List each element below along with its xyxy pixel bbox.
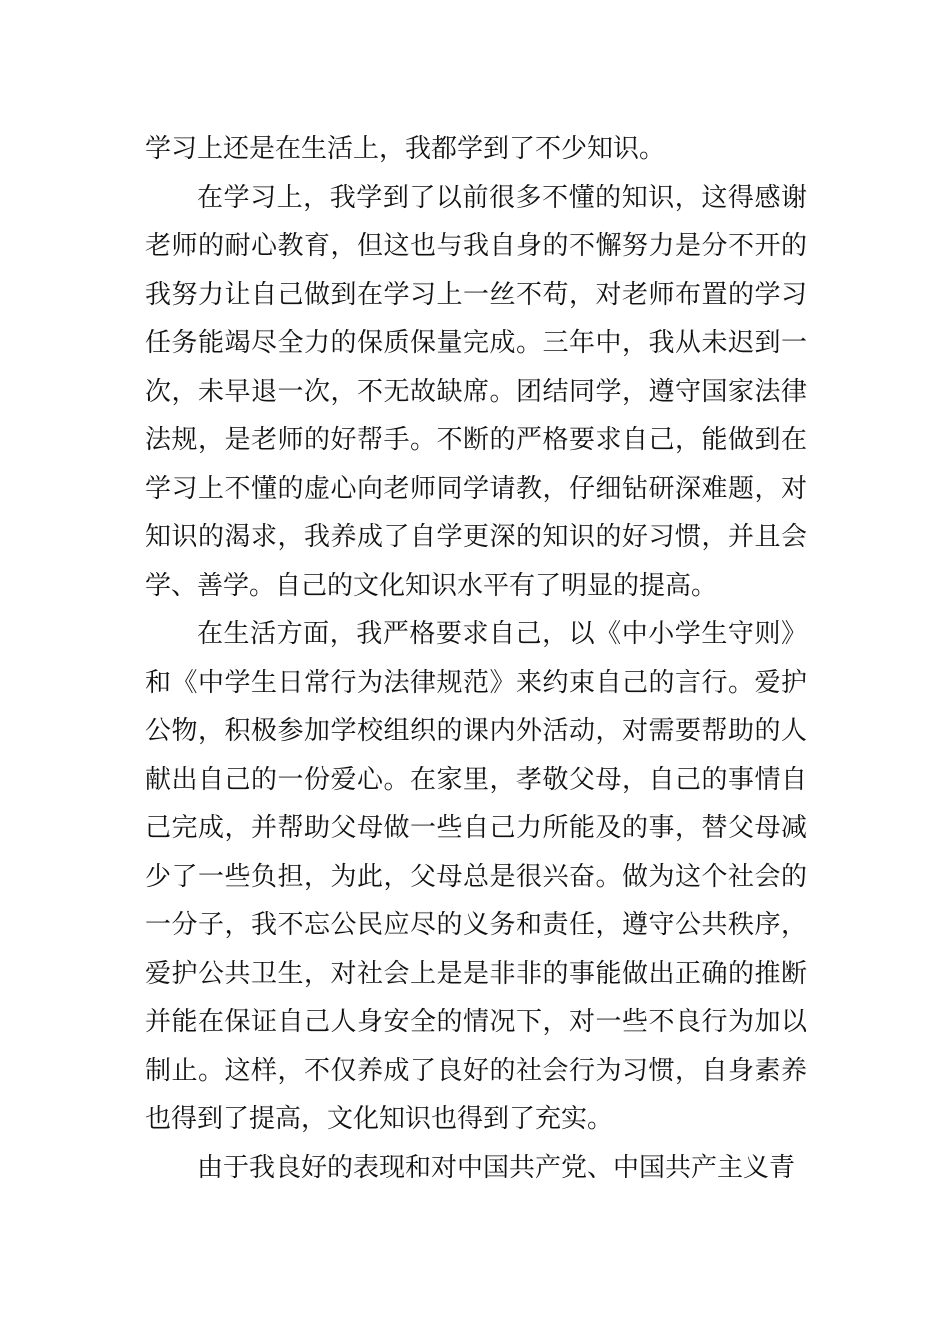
paragraph-study: 在学习上，我学到了以前很多不懂的知识，这得感谢老师的耐心教育，但这也与我自身的不懈努力是分不开的我努力让自己做到在学习上一丝不苟，对老师布置的学习任务能竭尽全力的保质保量完成。三年中，我从未迟到一次，未早退一次，不无故缺席。团结同学，遵守国家法律法规，是老师的好帮手。不断的严格要求自己，能做到在学习上不懂的虚心向老师同学请教，仔细钻研深难题，对知识的渴求，我养成了自学更深的知识的好习惯，并且会学、善学。自己的文化知识水平有了明显的提高。 bbox=[145, 182, 807, 601]
paragraph-performance: 由于我良好的表现和对中国共产党、中国共产主义青 bbox=[197, 1152, 796, 1183]
paragraph-continuation: 学习上还是在生活上，我都学到了不少知识。 bbox=[145, 134, 666, 164]
paragraph-life: 在生活方面，我严格要求自己，以《中小学生守则》和《中学生日常行为法律规范》来约束自己的言行。爱护公物，积极参加学校组织的课内外活动，对需要帮助的人献出自己的一份爱心。在家里，孝敬父母，自己的事情自己完成，并帮助父母做一些自己力所能及的事，替父母减少了一些负担，为此，父母总是很兴奋。做为这个社会的一分子，我不忘公民应尽的义务和责任，遵守公共秩序，爱护公共卫生，对社会上是是非非的事能做出正确的推断并能在保证自己人身安全的情况下，对一些不良行为加以制止。这样，不仅养成了良好的社会行为习惯，自身素养也得到了提高，文化知识也得到了充实。 bbox=[145, 619, 807, 1134]
document-body bbox=[145, 125, 807, 1192]
